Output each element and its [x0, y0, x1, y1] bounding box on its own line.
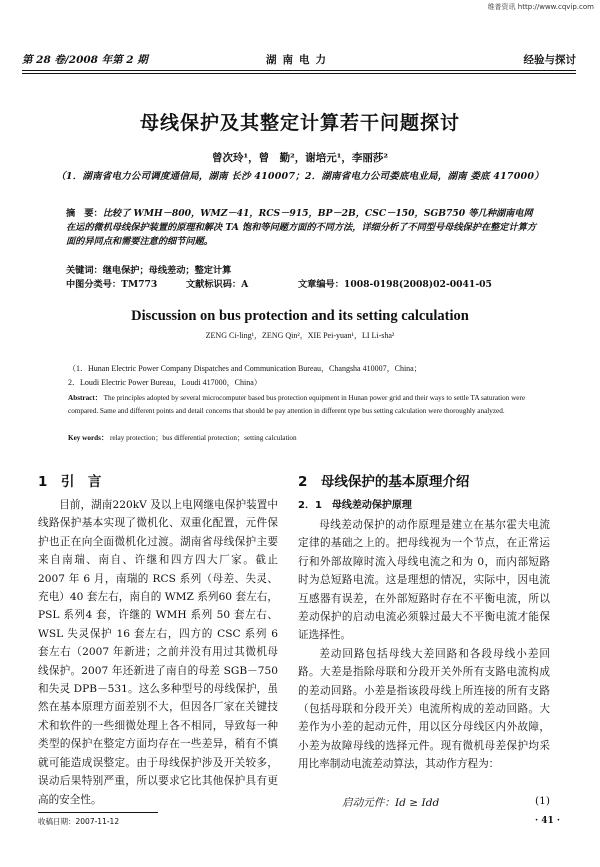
section-1-body: [38, 496, 278, 809]
english-affil-1: （1．Hunan Electric Power Company Dispatches and Communication Bureau，Changsha 410007，China；: [68, 364, 422, 373]
issue-info: 第 28 卷/2008 年第 2 期: [22, 54, 148, 66]
section-2-heading: 2 母线保护的基本原理介绍: [298, 474, 470, 490]
watermark: 维普资讯 http://www.cqvip.com: [487, 3, 594, 11]
keywords: [66, 262, 231, 276]
paper-title: 母线保护及其整定计算若干问题探讨: [139, 112, 460, 134]
section-1-paragraph: 目前，湖南220kV 及以上电网继电保护装置中线路保护基本实现了微机化、双重化配置，元件保护也正在向全面微机化过渡。湖南省母线保护主要来自南瑞、南自、许继和四方四大厂家。截止 2007 年 6 月，南瑞的 RCS 系列（母差、失灵、充电）40 套左右，南自的 WMZ 系列60 套左右，PSL 系列4 套，许继的 WMH 系列 50 套左右、WSL 失灵保护 16 套左右，四方的 CSC 系列 6 套左右（2007 年新进；之前并没有用过其微机母线保护。2007 年还新进了南自的母差 SGB－750 和失灵 DPB－531。这么多种型号的母线保护，虽然在基本原理方面差别不大，但因各厂家在关键技术和软件的一些细微处理上各不相同，导致每一种类型的保护在整定方面均存在一些差异，稍有不慎就可能造成误整定。由于母线保护涉及开关较多，误动后果特别严重，所以要求它比其他保护具有更高的安全性。: [38, 499, 278, 806]
english-authors: ZENG Ci-ling¹，ZENG Qin²，XIE Pei-yuan¹，LI Li-sha²: [205, 331, 395, 340]
abstract-label: 摘 要：: [66, 208, 103, 219]
document-code: 文献标识码：A: [186, 279, 249, 290]
keywords-label: 关键词：: [66, 265, 103, 276]
section-name: 经验与探讨: [523, 54, 576, 66]
section-1-heading: 1 引 言: [38, 474, 102, 490]
abstract-text: 比较了 WMH－800，WMZ－41，RCS－915，BP－2B，CSC－150，SGB750 等几种湖南电网在运的微机母线保护装置的原理和解决 TA 饱和等问题方面的不同方法，详细分析了不同型号母线保护在整定计算方面的异同点和需要注意的细节问题。: [66, 208, 537, 247]
abstract: [66, 207, 540, 249]
clc-number: 中图分类号：TM773: [66, 279, 158, 290]
equation-number: (1): [534, 795, 550, 807]
page-number: · 41 ·: [534, 816, 560, 826]
affiliations: （1．湖南省电力公司调度通信局，湖南 长沙 410007；2．湖南省电力公司娄底电业局，湖南 娄底 417000）: [56, 171, 544, 182]
section-2-1-heading: 2．1 母线差动保护原理: [298, 500, 412, 511]
equation-text: 启动元件：Id ≥ Idd: [342, 797, 440, 809]
equation-1: [318, 795, 550, 810]
article-number: 文章编号：1008-0198(2008)02-0041-05: [298, 279, 492, 290]
classification-line: [66, 276, 600, 290]
english-affiliations: [68, 362, 540, 390]
english-abstract-text: The principles adopted by several microcomputer based bus protection equipment in Hunan power grid and their ways to settle TA saturation were compared. Same and different points and detail concerns that should be pay attention in different type bus setting calculation were thoroughly analyzed.: [68, 394, 526, 415]
english-keywords: [68, 433, 297, 443]
keywords-text: 继电保护；母线差动；整定计算: [102, 265, 232, 276]
section-2-body: [298, 516, 550, 774]
english-abstract-label: Abstract：: [68, 394, 102, 402]
received-date: 收稿日期：2007-11-12: [38, 817, 120, 826]
section-2-paragraph-2: 差动回路包括母线大差回路和各段母线小差回路。大差是指除母联和分段开关外所有支路电流构成的差动回路。小差是指该段母线上所连接的所有支路（包括母联和分段开关）电流所构成的差动回路。大差作为小差的起动元件，用以区分母线区内外故障，小差为故障母线的选择元件。现有微机母差保护均采用比率制动电流差动算法，其动作方程为：: [298, 647, 550, 771]
english-keywords-text: relay protection；bus differential protection；setting calculation: [109, 434, 297, 442]
english-affil-2: 2．Loudi Electric Power Bureau，Loudi 417000，China）: [68, 378, 262, 387]
english-title: Discussion on bus protection and its setting calculation: [131, 308, 469, 324]
journal-name: 湖南电力: [266, 54, 332, 66]
section-2-paragraph-1: 母线差动保护的动作原理是建立在基尔霍夫电流定律的基础之上的。把母线视为一个节点，在正常运行和外部故障时流入母线电流之和为 0，而内部短路时为总短路电流。这是理想的情况，实际中，因电流互感器有误差，在外部短路时存在不平衡电流，所以差动保护的启动电流必须躲过最大不平衡电流才能保证选择性。: [298, 519, 550, 642]
authors: 曾次玲¹，曾 勤²，谢培元¹，李丽莎²: [212, 152, 388, 164]
header-rule-thin: [22, 73, 576, 74]
english-keywords-label: Key words：: [68, 434, 109, 442]
footnote-rule: [38, 812, 158, 813]
english-abstract: [68, 392, 540, 417]
running-header: [22, 52, 576, 68]
header-rule: [22, 70, 576, 71]
